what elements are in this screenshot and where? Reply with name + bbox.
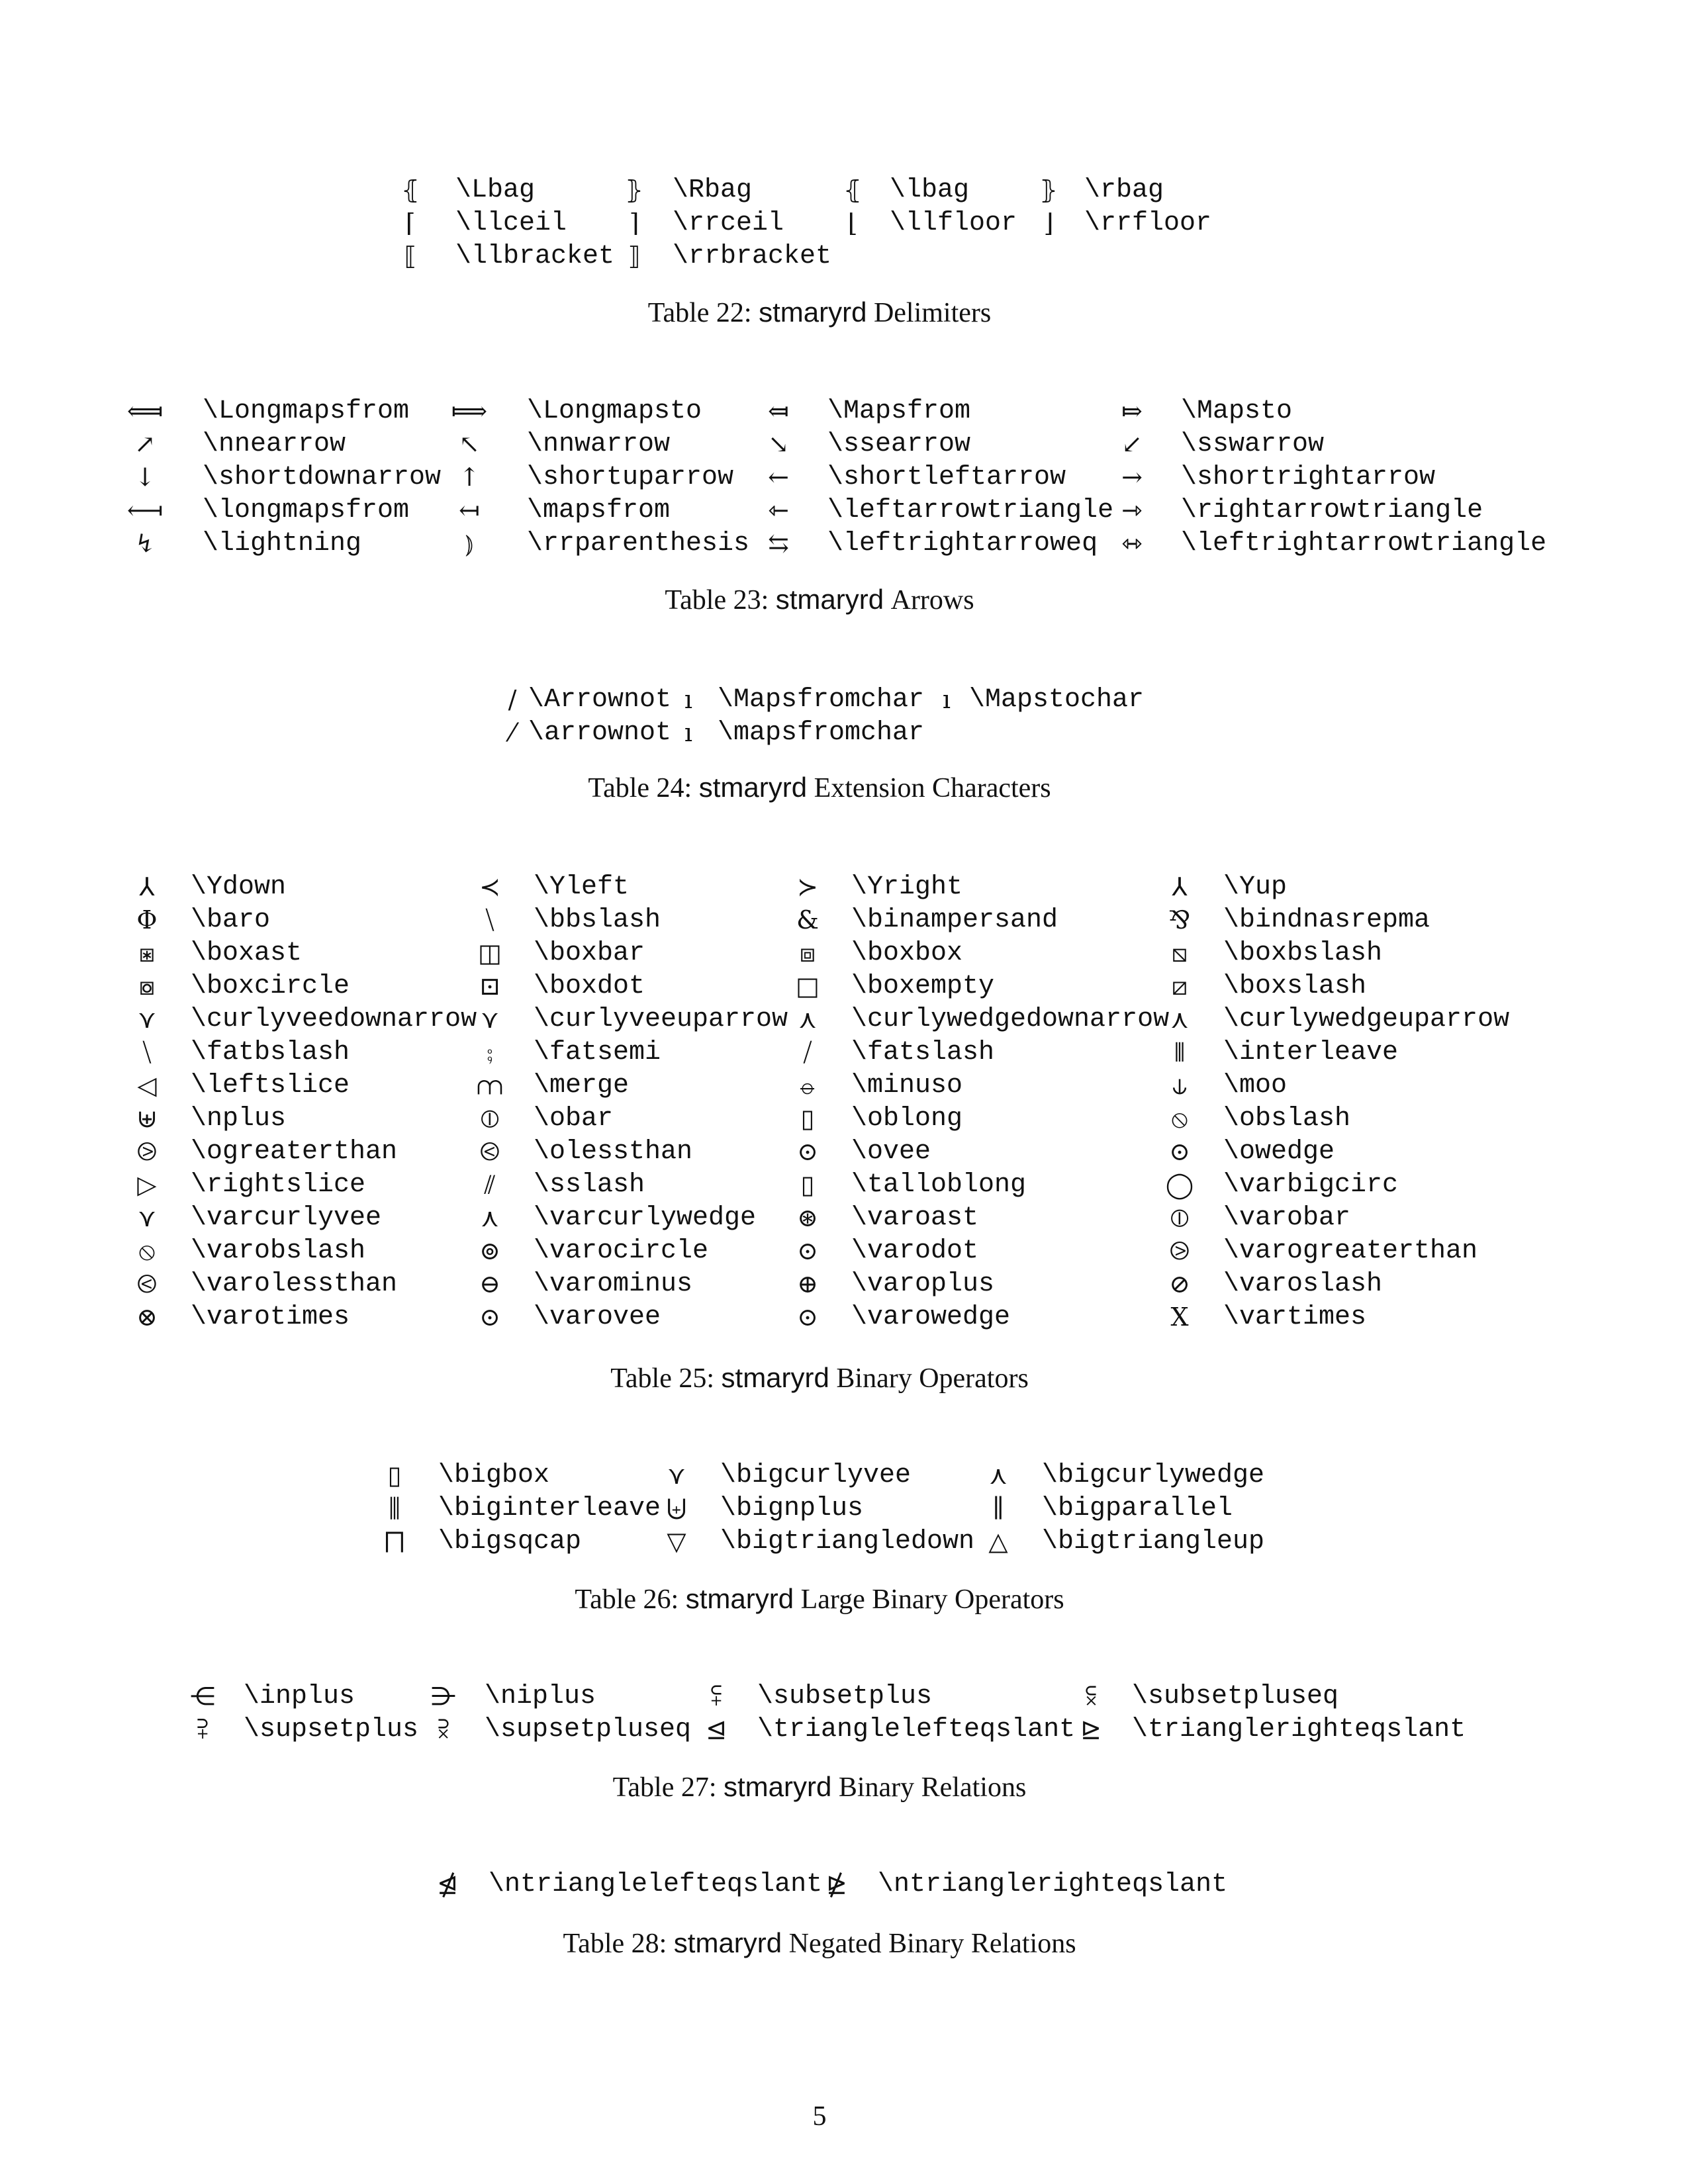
symbol: ▷ [137, 1170, 157, 1199]
symbol: ⦃ [401, 175, 420, 205]
table-row [189, 1713, 1466, 1746]
symbol: ⊗ [136, 1302, 158, 1332]
symbol: ⊎ [136, 1104, 158, 1133]
command-name: \oblong [851, 1103, 963, 1134]
caption-package: stmaryrd [673, 1927, 782, 1958]
command-name: \bigtriangledown [720, 1526, 975, 1557]
command-name: \varodot [851, 1236, 979, 1266]
table-28 [433, 1868, 1227, 1901]
symbol: ⫀ [197, 1714, 209, 1744]
symbol: ⁄ [510, 718, 515, 747]
symbol: ↯ [134, 529, 156, 558]
symbol: ⫁ [1085, 1681, 1097, 1711]
table-row [132, 1135, 1509, 1168]
symbol: ⦸ [138, 1236, 156, 1265]
table-row [132, 1036, 1509, 1069]
command-name: \shortrightarrow [1181, 462, 1436, 492]
table-row [380, 1459, 1264, 1492]
command-name: \boxempty [851, 971, 995, 1001]
symbol: ⇾ [1121, 496, 1143, 525]
symbol: ⋎ [138, 1005, 156, 1034]
command-name: \leftslice [191, 1070, 350, 1101]
table-row [123, 527, 1546, 560]
command-name: \obslash [1223, 1103, 1351, 1134]
command-name: \leftarrowtriangle [827, 495, 1114, 525]
symbol: ⊡ [479, 972, 500, 1001]
caption-description: Binary Operators [836, 1363, 1029, 1394]
table-27 [189, 1680, 1466, 1746]
table-22 [397, 173, 1211, 273]
command-name: \moo [1223, 1070, 1288, 1101]
symbol: & [796, 905, 819, 934]
page-number: 5 [812, 2101, 827, 2132]
symbol: ⋏ [989, 1461, 1008, 1490]
command-name: \rrparenthesis [527, 528, 750, 559]
table-24 [504, 683, 1144, 749]
symbol: ⧁ [1169, 1236, 1190, 1265]
command-name: \sswarrow [1181, 429, 1325, 459]
command-name: \llfloor [890, 208, 1017, 238]
symbol: X [1170, 1302, 1189, 1332]
command-name: \bbslash [534, 905, 661, 935]
command-name: \rightslice [191, 1169, 366, 1200]
command-name: \obar [534, 1103, 614, 1134]
symbol: ı [684, 685, 693, 714]
symbol: ⩋ [477, 1070, 503, 1100]
symbol: ⋺ [431, 1682, 456, 1711]
symbol: ⧅ [1171, 938, 1188, 968]
command-name: \Yup [1223, 872, 1288, 902]
symbol: ⟻ [126, 496, 164, 525]
symbol: ▽ [667, 1527, 686, 1556]
command-name: \rrceil [673, 208, 784, 238]
symbol: ⫂ [438, 1714, 449, 1744]
symbol: ⨅ [384, 1526, 405, 1556]
command-name: \owedge [1223, 1136, 1335, 1167]
table-row [132, 1003, 1509, 1036]
command-name: \Ydown [191, 872, 287, 902]
symbol: ⧀ [479, 1136, 500, 1166]
command-name: \varoplus [851, 1269, 995, 1299]
symbol: ⧈ [799, 938, 816, 968]
command-name: \curlywedgeuparrow [1223, 1004, 1510, 1034]
table-row [433, 1868, 1227, 1901]
symbol: ⅄ [1172, 872, 1188, 901]
symbol: ⧹ [485, 905, 494, 934]
symbol: ı [684, 718, 693, 747]
caption-package: stmaryrd [759, 296, 867, 328]
table-23 [123, 394, 1546, 560]
caption-prefix: Table 26: [575, 1584, 679, 1615]
table-row [132, 1234, 1509, 1267]
symbol: ⋬ [437, 1870, 458, 1899]
caption-prefix: Table 27: [612, 1772, 717, 1803]
table-row [132, 1168, 1509, 1201]
command-name: \talloblong [851, 1169, 1027, 1200]
symbol: ⊙ [797, 1236, 818, 1265]
symbol: ↓ [134, 463, 156, 492]
symbol: ⧸ [803, 1037, 812, 1067]
symbol: ↤ [459, 496, 480, 525]
symbol: ⦶ [481, 1103, 499, 1133]
symbol: ⊙ [1169, 1137, 1190, 1166]
command-name: \nnearrow [203, 429, 346, 459]
table-row [123, 494, 1546, 527]
symbol: ∥ [992, 1494, 1004, 1523]
symbol: ⋲ [190, 1682, 215, 1711]
caption-description: Binary Relations [838, 1772, 1027, 1803]
symbol: ⌈ [405, 208, 416, 238]
symbol: ı [942, 685, 951, 714]
command-name: \varoast [851, 1203, 979, 1233]
table-caption [0, 772, 1639, 804]
table-row [132, 1267, 1509, 1300]
command-name: \leftrightarroweq [827, 528, 1098, 559]
table-row [380, 1525, 1264, 1558]
table-caption [0, 1927, 1639, 1960]
command-name: \nplus [191, 1103, 287, 1134]
command-name: \Yright [851, 872, 963, 902]
table-row [132, 903, 1509, 936]
command-name: \niplus [485, 1681, 596, 1711]
symbol: ⋎ [481, 1005, 499, 1034]
command-name: \bigbox [438, 1460, 550, 1490]
command-name: \ntrianglerighteqslant [878, 1869, 1228, 1899]
table-row [132, 970, 1509, 1003]
command-name: \lbag [890, 175, 970, 205]
table-row [132, 936, 1509, 970]
command-name: \rrbracket [673, 241, 832, 271]
command-name: \bindnasrepma [1223, 905, 1430, 935]
command-name: \varbigcirc [1223, 1169, 1399, 1200]
command-name: \Yleft [534, 872, 630, 902]
symbol: ⧄ [1171, 971, 1188, 1001]
symbol: ◯ [1165, 1170, 1194, 1199]
symbol: ⇽ [768, 496, 789, 525]
command-name: \curlyveedownarrow [191, 1004, 477, 1034]
command-name: \Mapsfrom [827, 396, 971, 426]
command-name: \boxbar [534, 938, 645, 968]
symbol: ▯ [387, 1461, 402, 1490]
command-name: \varominus [534, 1269, 693, 1299]
command-name: \arrownot [528, 717, 672, 748]
command-name: \varogreaterthan [1223, 1236, 1478, 1266]
symbol: ⊚ [479, 1236, 500, 1265]
command-name: \olessthan [534, 1136, 693, 1167]
symbol: → [1121, 463, 1143, 492]
symbol: ⦶ [1170, 1203, 1189, 1232]
caption-package: stmaryrd [721, 1362, 829, 1393]
table-row [397, 206, 1211, 240]
command-name: \Longmapsto [527, 396, 702, 426]
caption-description: Negated Binary Relations [788, 1929, 1076, 1959]
command-name: \vartimes [1223, 1302, 1367, 1332]
symbol: □ [796, 972, 820, 1001]
command-name: \curlyveeuparrow [534, 1004, 788, 1034]
table-row [132, 870, 1509, 903]
caption-package: stmaryrd [698, 772, 808, 803]
table-caption [0, 584, 1639, 616]
symbol: ⌊ [847, 208, 858, 238]
symbol: / [508, 685, 517, 714]
command-name: \boxbox [851, 938, 963, 968]
symbol: ⊕ [797, 1269, 818, 1298]
caption-description: Arrows [890, 585, 974, 615]
caption-package: stmaryrd [685, 1583, 794, 1614]
symbol: ⋎ [667, 1461, 686, 1490]
command-name: \rrfloor [1084, 208, 1212, 238]
table-caption [0, 1362, 1639, 1394]
symbol: ⤆ [768, 396, 789, 426]
symbol: ← [768, 463, 789, 492]
command-name: \rbag [1084, 175, 1164, 205]
command-name: \interleave [1223, 1037, 1399, 1068]
command-name: \sslash [534, 1169, 645, 1200]
command-name: \bigparallel [1042, 1493, 1233, 1524]
symbol: ⧆ [138, 938, 156, 968]
symbol: ≺ [479, 872, 500, 901]
command-name: \leftrightarrowtriangle [1181, 528, 1547, 559]
command-name: \lightning [203, 528, 362, 559]
command-name: \llceil [455, 208, 567, 238]
symbol: ⦆ [465, 528, 474, 558]
symbol: ⦵ [797, 1070, 818, 1100]
command-name: \trianglerighteqslant [1132, 1714, 1466, 1745]
command-name: \biginterleave [438, 1493, 661, 1524]
command-name: \supsetpluseq [485, 1714, 692, 1745]
command-name: \ssearrow [827, 429, 971, 459]
symbol: ⋏ [481, 1203, 499, 1232]
command-name: \bigcurlyvee [720, 1460, 912, 1490]
command-name: \supsetplus [244, 1714, 419, 1745]
command-name: \subsetplus [757, 1681, 933, 1711]
table-caption [0, 296, 1639, 329]
symbol: ⊘ [1169, 1269, 1190, 1298]
command-name: \Rbag [673, 175, 753, 205]
command-name: \Mapstochar [969, 684, 1145, 715]
command-name: \bigsqcap [438, 1526, 582, 1557]
command-name: \shortleftarrow [827, 462, 1066, 492]
table-row [504, 683, 1144, 716]
command-name: \bignplus [720, 1493, 864, 1524]
symbol: ▯ [800, 1104, 815, 1133]
command-name: \curlywedgedownarrow [851, 1004, 1170, 1034]
symbol: ⊴ [706, 1715, 727, 1744]
symbol: ≻ [797, 872, 818, 901]
symbol: ⅄ [139, 872, 155, 901]
symbol: ◫ [478, 938, 502, 968]
symbol: ↗ [134, 430, 156, 459]
table-25 [132, 870, 1509, 1334]
symbol: ⫴ [1174, 1037, 1185, 1067]
command-name: \varobar [1223, 1203, 1351, 1233]
command-name: \baro [191, 905, 271, 935]
command-name: \mapsfrom [527, 495, 671, 525]
symbol: ⇿ [1121, 529, 1143, 558]
symbol: ⊖ [479, 1269, 500, 1298]
symbol: ⦄ [625, 175, 643, 205]
command-name: \bigtriangleup [1042, 1526, 1265, 1557]
symbol: ⟧ [628, 242, 641, 271]
command-name: \fatbslash [191, 1037, 350, 1068]
command-name: \varoslash [1223, 1269, 1383, 1299]
table-row [504, 716, 1144, 749]
symbol: ⫝ [1172, 1070, 1188, 1100]
command-name: \trianglelefteqslant [757, 1714, 1076, 1745]
symbol: ⌉ [629, 208, 639, 238]
table-row [380, 1492, 1264, 1525]
symbol: ⧇ [138, 971, 156, 1001]
symbol: Φ [136, 905, 158, 934]
command-name: \varolessthan [191, 1269, 398, 1299]
symbol: ⫼ [389, 1493, 400, 1523]
command-name: \llbracket [455, 241, 615, 271]
command-name: \varcurlywedge [534, 1203, 757, 1233]
command-name: \subsetpluseq [1132, 1681, 1339, 1711]
command-name: \Longmapsfrom [203, 396, 410, 426]
command-name: \inplus [244, 1681, 355, 1711]
symbol: ⅋ [1168, 905, 1191, 934]
table-row [132, 1102, 1509, 1135]
table-row [132, 1069, 1509, 1102]
command-name: \fatslash [851, 1037, 995, 1068]
command-name: \ntrianglelefteqslant [489, 1869, 823, 1899]
table-26 [380, 1459, 1264, 1558]
symbol: ⨄ [666, 1493, 687, 1523]
symbol: ↖ [459, 430, 480, 459]
symbol: ↑ [459, 463, 480, 492]
symbol: ⟾ [451, 396, 488, 426]
command-name: \minuso [851, 1070, 963, 1101]
caption-description: Extension Characters [814, 773, 1051, 803]
symbol: ⦃ [843, 175, 862, 205]
table-caption [0, 1583, 1639, 1615]
command-name: \fatsemi [534, 1037, 661, 1068]
table-row [123, 428, 1546, 461]
caption-description: Delimiters [873, 298, 992, 328]
symbol: ⊛ [797, 1203, 818, 1232]
command-name: \boxcircle [191, 971, 350, 1001]
command-name: \rightarrowtriangle [1181, 495, 1483, 525]
symbol: ⧁ [136, 1136, 158, 1166]
symbol: ⫽ [484, 1169, 496, 1199]
command-name: \Arrownot [528, 684, 672, 715]
symbol: ⌋ [1043, 208, 1054, 238]
symbol: ⊙ [479, 1302, 500, 1332]
command-name: \varowedge [851, 1302, 1011, 1332]
command-name: \varobslash [191, 1236, 366, 1266]
command-name: \ogreaterthan [191, 1136, 398, 1167]
table-row [397, 173, 1211, 206]
symbol: ⧹ [142, 1037, 152, 1067]
symbol: ⨟ [486, 1037, 494, 1067]
symbol: ↙ [1121, 430, 1143, 459]
symbol: ⦄ [1039, 175, 1058, 205]
command-name: \boxast [191, 938, 303, 968]
command-name: \Mapsto [1181, 396, 1293, 426]
command-name: \ovee [851, 1136, 931, 1167]
symbol: ⊙ [797, 1137, 818, 1166]
command-name: \varcurlyvee [191, 1203, 382, 1233]
command-name: \Mapsfromchar [718, 684, 925, 715]
command-name: \binampersand [851, 905, 1058, 935]
command-name: \nnwarrow [527, 429, 671, 459]
symbol: ⋎ [138, 1203, 156, 1232]
command-name: \varotimes [191, 1302, 350, 1332]
caption-prefix: Table 22: [647, 298, 752, 328]
table-row [123, 461, 1546, 494]
symbol: ↘ [768, 430, 789, 459]
caption-package: stmaryrd [724, 1771, 832, 1802]
table-row [132, 1201, 1509, 1234]
symbol: ⋏ [798, 1005, 817, 1034]
caption-prefix: Table 24: [588, 773, 692, 803]
symbol: ⦸ [1171, 1103, 1188, 1133]
table-row [397, 240, 1211, 273]
symbol: ⇆ [768, 529, 789, 558]
command-name: \bigcurlywedge [1042, 1460, 1265, 1490]
symbol: △ [988, 1527, 1008, 1556]
symbol: ⋭ [826, 1870, 847, 1899]
symbol: ⊵ [1080, 1715, 1102, 1744]
caption-package: stmaryrd [775, 584, 884, 615]
symbol: ⤇ [1121, 396, 1143, 426]
command-name: \Lbag [455, 175, 536, 205]
command-name: \shortdownarrow [203, 462, 442, 492]
command-name: \shortuparrow [527, 462, 734, 492]
command-name: \merge [534, 1070, 630, 1101]
symbol: ⋏ [1170, 1005, 1189, 1034]
table-row [189, 1680, 1466, 1713]
symbol: ⟦ [404, 242, 417, 271]
command-name: \mapsfromchar [718, 717, 925, 748]
caption-prefix: Table 28: [563, 1929, 667, 1959]
caption-prefix: Table 23: [665, 585, 769, 615]
symbol: ▯ [800, 1170, 815, 1199]
command-name: \boxslash [1223, 971, 1367, 1001]
caption-prefix: Table 25: [610, 1363, 715, 1394]
command-name: \longmapsfrom [203, 495, 410, 525]
symbol: ⟽ [126, 396, 164, 426]
symbol: ⧀ [136, 1269, 158, 1298]
command-name: \boxdot [534, 971, 645, 1001]
table-caption [0, 1771, 1639, 1803]
table-row [123, 394, 1546, 428]
command-name: \boxbslash [1223, 938, 1383, 968]
symbol: ⪿ [710, 1681, 722, 1711]
symbol: ◁ [137, 1071, 157, 1100]
symbol: ⊙ [797, 1302, 818, 1332]
command-name: \varovee [534, 1302, 661, 1332]
table-row [132, 1300, 1509, 1334]
command-name: \varocircle [534, 1236, 709, 1266]
caption-description: Large Binary Operators [800, 1584, 1064, 1615]
